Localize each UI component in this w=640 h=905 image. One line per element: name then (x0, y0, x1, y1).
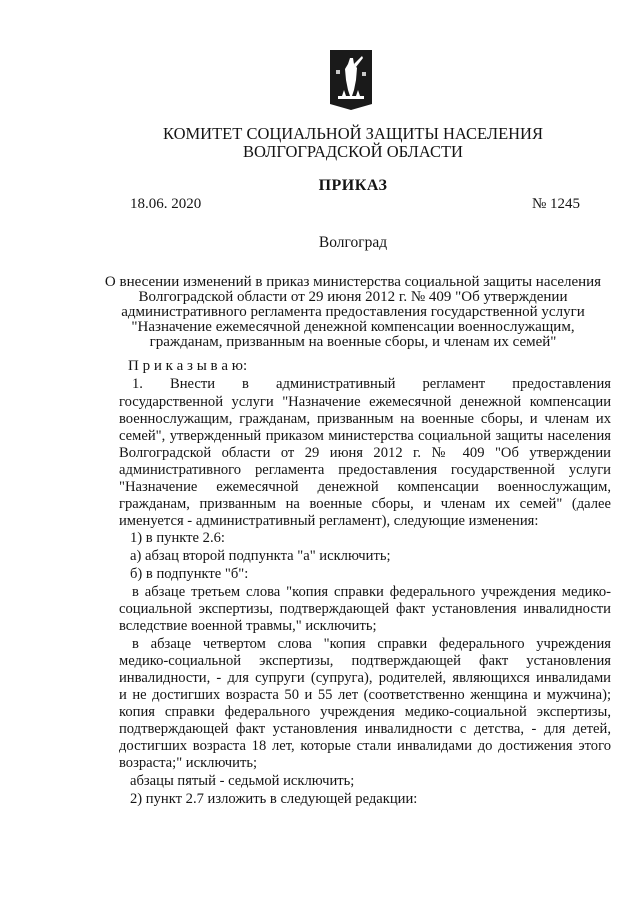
organization-name-line1: КОМИТЕТ СОЦИАЛЬНОЙ ЗАЩИТЫ НАСЕЛЕНИЯ (163, 124, 543, 143)
paragraph-line: подтверждающей факт установления инвалидности с детства, - для детей, (119, 721, 611, 737)
paragraph-line: и не достигших возраста 50 и 55 лет (соответственно женщина и мужчина); (119, 687, 611, 703)
list-item: б) в подпункте "б": (130, 566, 249, 582)
subject-line: "Назначение ежемесячной денежной компенсации военнослужащим, (131, 319, 575, 335)
order-statement: П р и к а з ы в а ю: (128, 358, 248, 374)
list-item: абзацы пятый - седьмой исключить; (130, 773, 355, 789)
paragraph-line: инвалидности, - для супруги (супруга), родителей, являющихся инвалидами (119, 670, 611, 686)
subject-line: Волгоградской области от 29 июня 2012 г. № 409 "Об утверждении (138, 289, 568, 305)
list-item: 2) пункт 2.7 изложить в следующей редакции: (130, 791, 418, 807)
paragraph-line: "Назначение ежемесячной денежной компенсации военнослужащим, (119, 479, 611, 495)
paragraph-line: копия справки федерального учреждения медико-социальной экспертизы, (119, 704, 611, 720)
paragraph-line: гражданам, призванным на военные сборы, и членам их семей" (далее (119, 496, 611, 512)
document-type-title: ПРИКАЗ (318, 177, 388, 194)
paragraph-line: семей", утвержденный приказом министерства социальной защиты населения (119, 428, 611, 444)
subject-line: О внесении изменений в приказ министерства социальной защиты населения (104, 274, 602, 290)
coat-of-arms-emblem (330, 50, 372, 110)
list-item: 1) в пункте 2.6: (130, 530, 225, 546)
paragraph-line: вследствие военной травмы," исключить; (119, 618, 377, 634)
subject-line: гражданам, призванным на военные сборы, и членам их семей" (149, 334, 557, 350)
paragraph-line: медико-социальной экспертизы, подтверждающей факт установления (119, 653, 611, 669)
document-number: № 1245 (532, 196, 581, 212)
paragraph-line: именуется - административный регламент), следующие изменения: (119, 513, 539, 529)
paragraph-line: государственной услуги "Назначение ежемесячной денежной компенсации (119, 394, 611, 410)
document-city: Волгоград (318, 234, 388, 251)
paragraph-line: в абзаце третьем слова "копия справки федерального учреждения медико- (132, 584, 611, 600)
document-date: 18.06. 2020 (130, 196, 202, 212)
paragraph-line: в абзаце четвертом слова "копия справки федерального учреждения (132, 636, 611, 652)
paragraph-line: военнослужащим, гражданам, призванным на военные сборы, и членам их (119, 411, 611, 427)
paragraph-line: административного регламента предоставления государственной услуги (119, 462, 611, 478)
paragraph-line: достигших возраста 18 лет, которые стали инвалидами до достижения этого (119, 738, 611, 754)
paragraph-line: возраста;" исключить; (119, 755, 258, 771)
paragraph-line: социальной экспертизы, подтверждающей факт установления инвалидности (119, 601, 611, 617)
list-item: а) абзац второй подпункта "а" исключить; (130, 548, 391, 564)
subject-line: административного регламента предоставления государственной услуги (121, 304, 585, 320)
paragraph-line: Волгоградской области от 29 июня 2012 г. № 409 "Об утверждении (119, 445, 611, 461)
paragraph-line: 1. Внести в административный регламент предоставления (132, 376, 611, 392)
organization-name-line2: ВОЛГОГРАДСКОЙ ОБЛАСТИ (243, 142, 463, 161)
